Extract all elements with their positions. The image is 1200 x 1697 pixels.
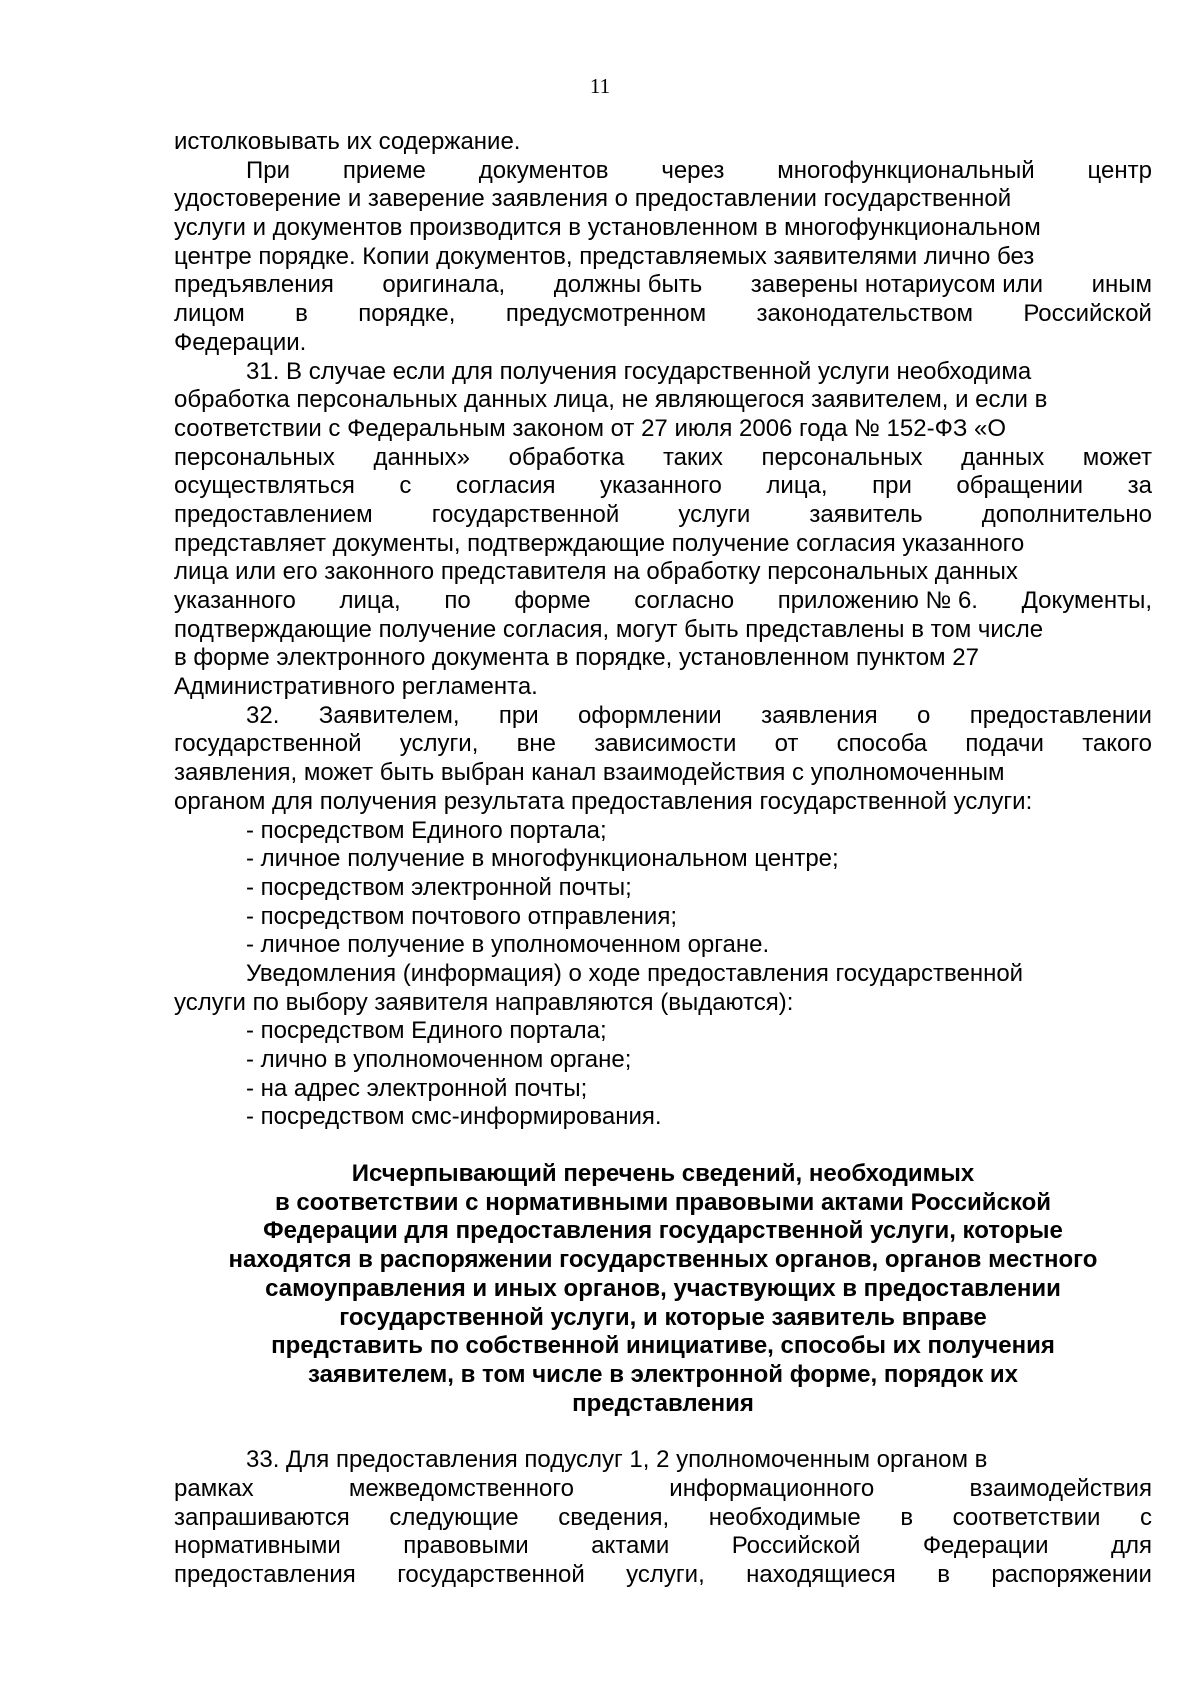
list-item: - личное получение в многофункциональном центре; xyxy=(246,845,839,873)
text-line: Уведомления (информация) о ходе предоставления государственной xyxy=(246,959,1024,987)
justified-line xyxy=(174,472,1152,501)
word: персональных xyxy=(174,443,335,471)
text-line: Федерации. xyxy=(174,328,307,356)
paragraph-31 xyxy=(174,358,1152,702)
justified-line xyxy=(174,730,1152,759)
justified-line xyxy=(174,157,1152,186)
word: о xyxy=(917,701,931,729)
heading-line: Исчерпывающий перечень сведений, необходимых xyxy=(351,1160,975,1188)
word: услуги, xyxy=(399,730,479,758)
word: в xyxy=(937,1561,950,1588)
word: документов xyxy=(478,156,609,184)
word: порядке, xyxy=(358,300,456,328)
word: государственной xyxy=(431,500,620,528)
text-line: Административного регламента. xyxy=(174,673,538,701)
word: правовыми xyxy=(403,1532,529,1560)
list-item: - посредством электронной почты; xyxy=(246,873,632,901)
word: лицом xyxy=(174,300,245,328)
word: законодательством xyxy=(756,300,973,328)
document-body xyxy=(174,128,1152,1590)
word: указанного xyxy=(174,587,296,614)
justified-line xyxy=(174,444,1152,473)
section-heading xyxy=(174,1160,1152,1418)
word: услуги, xyxy=(626,1561,705,1588)
text-line: удостоверение и заверение заявления о предоставлении государственной xyxy=(174,185,1012,213)
word: информационного xyxy=(669,1474,875,1502)
word: обработка xyxy=(508,443,625,471)
word: государственной xyxy=(174,730,362,758)
word: от xyxy=(774,730,799,758)
text-line: соответствии с Федеральным законом от 27 июля 2006 года № 152-ФЗ «О xyxy=(174,414,1006,442)
justified-line xyxy=(174,587,1152,616)
text-line: обработка персональных данных лица, не являющегося заявителем, и если в xyxy=(174,386,1048,414)
heading-line: находятся в распоряжении государственных органов, органов местного xyxy=(228,1246,1098,1274)
word: предоставлением xyxy=(174,500,373,528)
word: нормативными xyxy=(174,1532,341,1560)
paragraph-32 xyxy=(174,702,1152,1132)
text-line: заявления, может быть выбран канал взаимодействия с уполномоченным xyxy=(174,759,1005,787)
word: такого xyxy=(1082,730,1152,758)
text-line: подтверждающие получение согласия, могут быть представлены в том числе xyxy=(174,615,1044,643)
word: заявления xyxy=(761,701,878,729)
text-line: услуги по выбору заявителя направляются (выдаются): xyxy=(174,988,794,1016)
word: 32. xyxy=(246,701,280,729)
heading-line: заявителем, в том числе в электронной форме, порядок их xyxy=(307,1360,1019,1388)
word: соответствии xyxy=(952,1503,1101,1531)
word: рамках xyxy=(174,1474,254,1502)
word: иным xyxy=(1091,271,1152,299)
word: услуги xyxy=(678,500,751,528)
text-line: услуги и документов производится в установленном в многофункциональном xyxy=(174,214,1041,242)
list-item: - личное получение в уполномоченном органе. xyxy=(246,931,770,959)
word: взаимодействия xyxy=(969,1474,1152,1502)
word: согласия xyxy=(455,472,556,500)
word: зависимости xyxy=(594,730,737,758)
text-line: 33. Для предоставления подуслуг 1, 2 уполномоченным органом в xyxy=(246,1446,988,1474)
word: следующие xyxy=(389,1503,519,1531)
word: оригинала, xyxy=(382,271,506,299)
word: обращении xyxy=(956,472,1084,500)
word: может xyxy=(1082,443,1152,471)
word: за xyxy=(1127,472,1152,500)
word: по xyxy=(444,587,471,614)
heading-line: представления xyxy=(572,1389,754,1417)
text-line: лица или его законного представителя на обработку персональных данных xyxy=(174,558,1018,586)
text-line: 31. В случае если для получения государственной услуги необходима xyxy=(246,357,1032,385)
word: Заявителем, xyxy=(318,701,460,729)
word: распоряжении xyxy=(991,1561,1152,1588)
word: предоставления xyxy=(174,1561,356,1588)
word: лица, xyxy=(339,587,401,614)
word: форме xyxy=(514,587,591,614)
word: с xyxy=(399,472,412,500)
word: в xyxy=(295,300,308,328)
word: предоставлении xyxy=(969,701,1152,729)
word: осуществляться xyxy=(174,472,355,500)
word: в xyxy=(900,1503,914,1531)
word: Документы, xyxy=(1021,587,1152,614)
word: Федерации xyxy=(922,1532,1049,1560)
justified-line xyxy=(174,1561,1152,1590)
list-item: - посредством Единого портала; xyxy=(246,816,607,844)
text-line: представляет документы, подтверждающие получение согласия указанного xyxy=(174,529,1025,557)
word: заверены нотариусом или xyxy=(750,271,1044,299)
heading-line: государственной услуги, и которые заявитель вправе xyxy=(339,1303,987,1331)
paragraph-mfc xyxy=(174,157,1152,358)
word: согласно xyxy=(634,587,735,614)
list-item: - посредством почтового отправления; xyxy=(246,902,678,930)
text-line: в форме электронного документа в порядке, установленном пунктом 27 xyxy=(174,644,979,672)
word: при xyxy=(872,472,912,500)
word: данных» xyxy=(373,443,470,471)
word: вне xyxy=(516,730,556,758)
word: При xyxy=(246,156,291,184)
word: необходимые xyxy=(708,1503,861,1531)
word: центр xyxy=(1087,156,1152,184)
word: государственной xyxy=(397,1561,585,1588)
justified-line xyxy=(174,1504,1152,1533)
justified-line xyxy=(174,501,1152,530)
word: должны быть xyxy=(553,271,703,299)
justified-line xyxy=(174,702,1152,731)
word: Российской xyxy=(1023,300,1152,328)
justified-line xyxy=(174,1532,1152,1561)
word: способа xyxy=(836,730,928,758)
word: дополнительно xyxy=(981,500,1152,528)
word: с xyxy=(1139,1503,1152,1531)
word: данных xyxy=(961,443,1045,471)
word: Российской xyxy=(731,1532,861,1560)
word: таких xyxy=(662,443,723,471)
word: лица, xyxy=(766,472,828,500)
list-item: - посредством Единого портала; xyxy=(246,1017,607,1045)
list-item: - лично в уполномоченном органе; xyxy=(246,1046,632,1073)
word: межведомственного xyxy=(348,1474,574,1502)
word: заявитель xyxy=(809,500,923,528)
word: актами xyxy=(591,1532,670,1560)
word: предусмотренном xyxy=(505,300,707,328)
word: оформлении xyxy=(578,701,722,729)
justified-line xyxy=(174,1475,1152,1504)
heading-line: Федерации для предоставления государственной услуги, которые xyxy=(263,1217,1063,1245)
word: приеме xyxy=(342,156,426,184)
list-item: - посредством смс-информирования. xyxy=(246,1103,662,1131)
word: указанного xyxy=(600,472,722,500)
list-item: - на адрес электронной почты; xyxy=(246,1074,588,1102)
word: персональных xyxy=(761,443,923,471)
text-line: истолковывать их содержание. xyxy=(174,128,521,155)
word: предъявления xyxy=(174,271,334,299)
word: подачи xyxy=(965,730,1044,758)
text-line: центре порядке. Копии документов, представляемых заявителями лично без xyxy=(174,242,1035,270)
heading-line: в соответствии с нормативными правовыми актами Российской xyxy=(275,1188,1051,1216)
word: многофункциональный xyxy=(777,156,1035,184)
heading-line: представить по собственной инициативе, способы их получения xyxy=(271,1332,1055,1360)
word: запрашиваются xyxy=(174,1503,350,1531)
heading-line: самоуправления и иных органов, участвующих в предоставлении xyxy=(265,1274,1061,1302)
page-number: 11 xyxy=(589,74,611,98)
word: находящиеся xyxy=(746,1561,896,1588)
justified-line xyxy=(174,271,1152,300)
word: при xyxy=(498,701,539,729)
word: для xyxy=(1110,1532,1152,1560)
word: сведения, xyxy=(558,1503,670,1531)
justified-line xyxy=(174,300,1152,329)
paragraph-33 xyxy=(174,1446,1152,1589)
word: приложению № 6. xyxy=(777,587,978,614)
text-line: органом для получения результата предоставления государственной услуги: xyxy=(174,787,1033,815)
word: через xyxy=(661,156,725,184)
